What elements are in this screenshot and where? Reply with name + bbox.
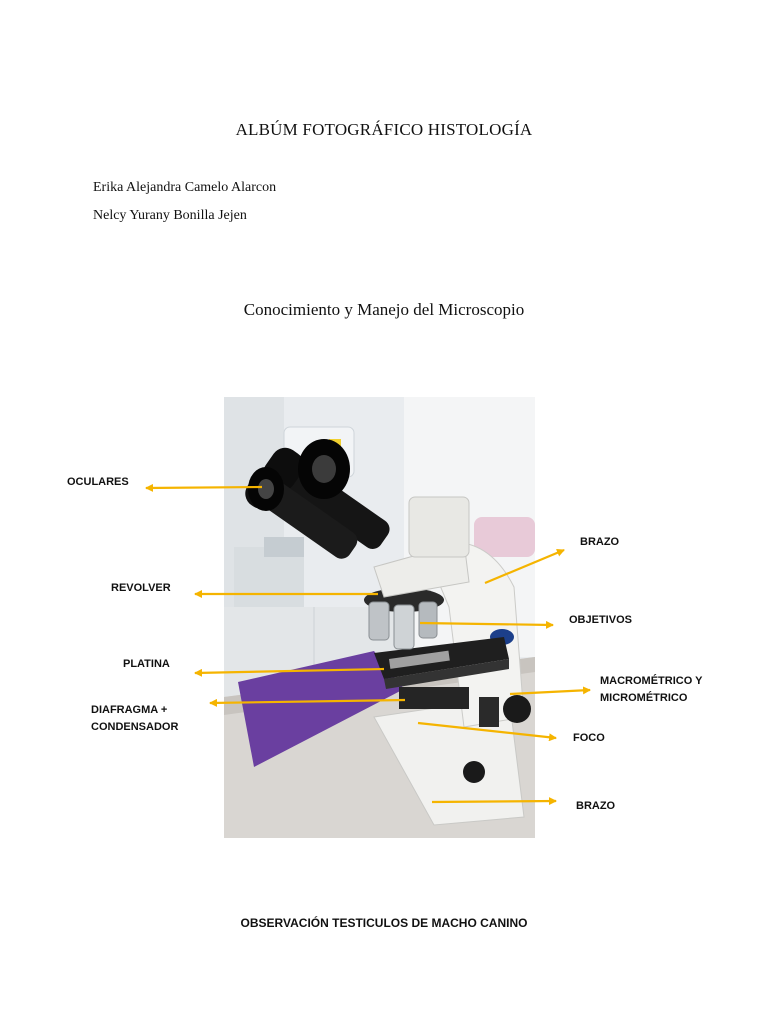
microscope-photo xyxy=(224,397,535,838)
label-foco: FOCO xyxy=(573,732,605,744)
microscope-illustration xyxy=(224,397,535,838)
section-title: Conocimiento y Manejo del Microscopio xyxy=(243,300,525,319)
label-brazo-bottom: BRAZO xyxy=(576,800,616,812)
label-brazo: BRAZO xyxy=(580,536,620,548)
label-diafragma-line1: DIAFRAGMA + xyxy=(91,704,168,716)
author-name: Erika Alejandra Camelo Alarcon xyxy=(93,180,277,195)
label-macrometrico-line1: MACROMÉTRICO Y xyxy=(600,675,703,687)
author-name: Nelcy Yurany Bonilla Jejen xyxy=(93,208,247,223)
document-title: ALBÚM FOTOGRÁFICO HISTOLOGÍA xyxy=(235,120,533,139)
observation-heading: OBSERVACIÓN TESTICULOS DE MACHO CANINO xyxy=(240,916,528,930)
label-platina: PLATINA xyxy=(123,658,170,670)
label-macrometrico-line2: MICROMÉTRICO xyxy=(600,692,688,704)
label-revolver: REVOLVER xyxy=(111,582,171,594)
label-objetivos: OBJETIVOS xyxy=(569,614,632,626)
label-oculares: OCULARES xyxy=(67,476,129,488)
label-diafragma-line2: CONDENSADOR xyxy=(91,721,179,733)
